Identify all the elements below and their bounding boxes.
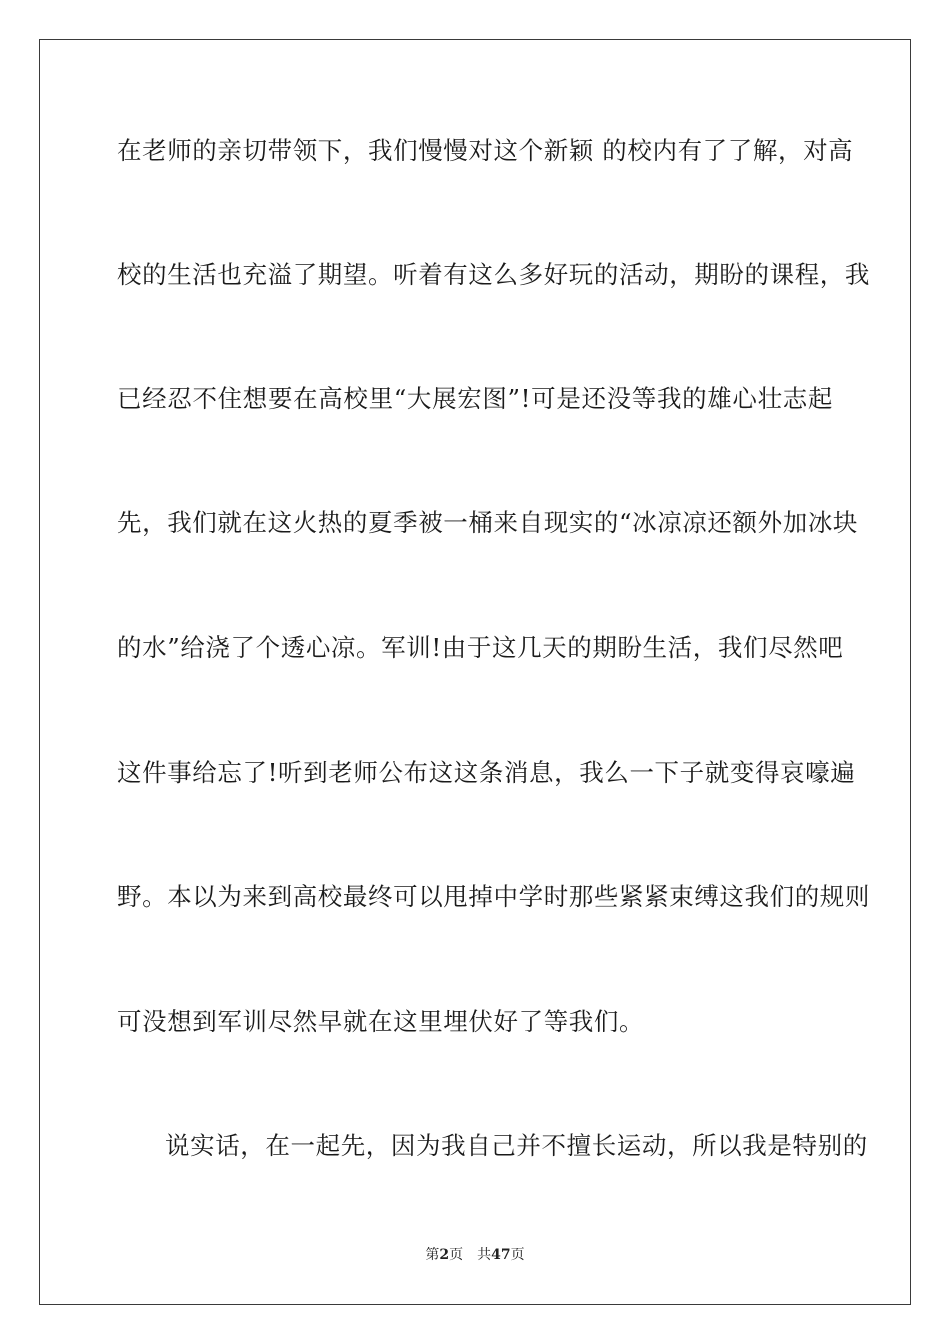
footer-total-suffix: 页 [510,1247,525,1263]
text-line-8: 可没想到军训尽然早就在这里埋伏好了等我们。 [117,1007,645,1036]
page-border [39,39,911,1305]
text-line-4: 先，我们就在这火热的夏季被一桶来自现实的“冰凉凉还额外加冰块 [117,508,859,537]
text-line-3: 已经忍不住想要在高校里“大展宏图”!可是还没等我的雄心壮志起 [117,384,833,413]
text-line-7: 野。本以为来到高校最终可以甩掉中学时那些紧紧束缚这我们的规则 [117,882,870,911]
footer-page-number: 2 [439,1247,450,1263]
footer-total-pages: 47 [491,1247,511,1263]
footer-page-prefix: 第 [425,1247,440,1263]
footer-page-suffix: 页 [449,1247,464,1263]
footer-total-prefix: 共 [477,1247,492,1263]
text-line-1: 在老师的亲切带领下，我们慢慢对这个新颖 的校内有了了解，对高 [117,136,854,165]
text-line-2: 校的生活也充溢了期望。听着有这么多好玩的活动，期盼的课程，我 [117,260,870,289]
page-footer [0,1246,950,1264]
text-line-5: 的水”给浇了个透心凉。军训!由于这几天的期盼生活，我们尽然吧 [117,633,844,662]
text-line-9: 说实话，在一起先，因为我自己并不擅长运动，所以我是特别的 [165,1131,868,1160]
text-line-6: 这件事给忘了!听到老师公布这这条消息，我么一下子就变得哀嚎遍 [117,758,856,787]
